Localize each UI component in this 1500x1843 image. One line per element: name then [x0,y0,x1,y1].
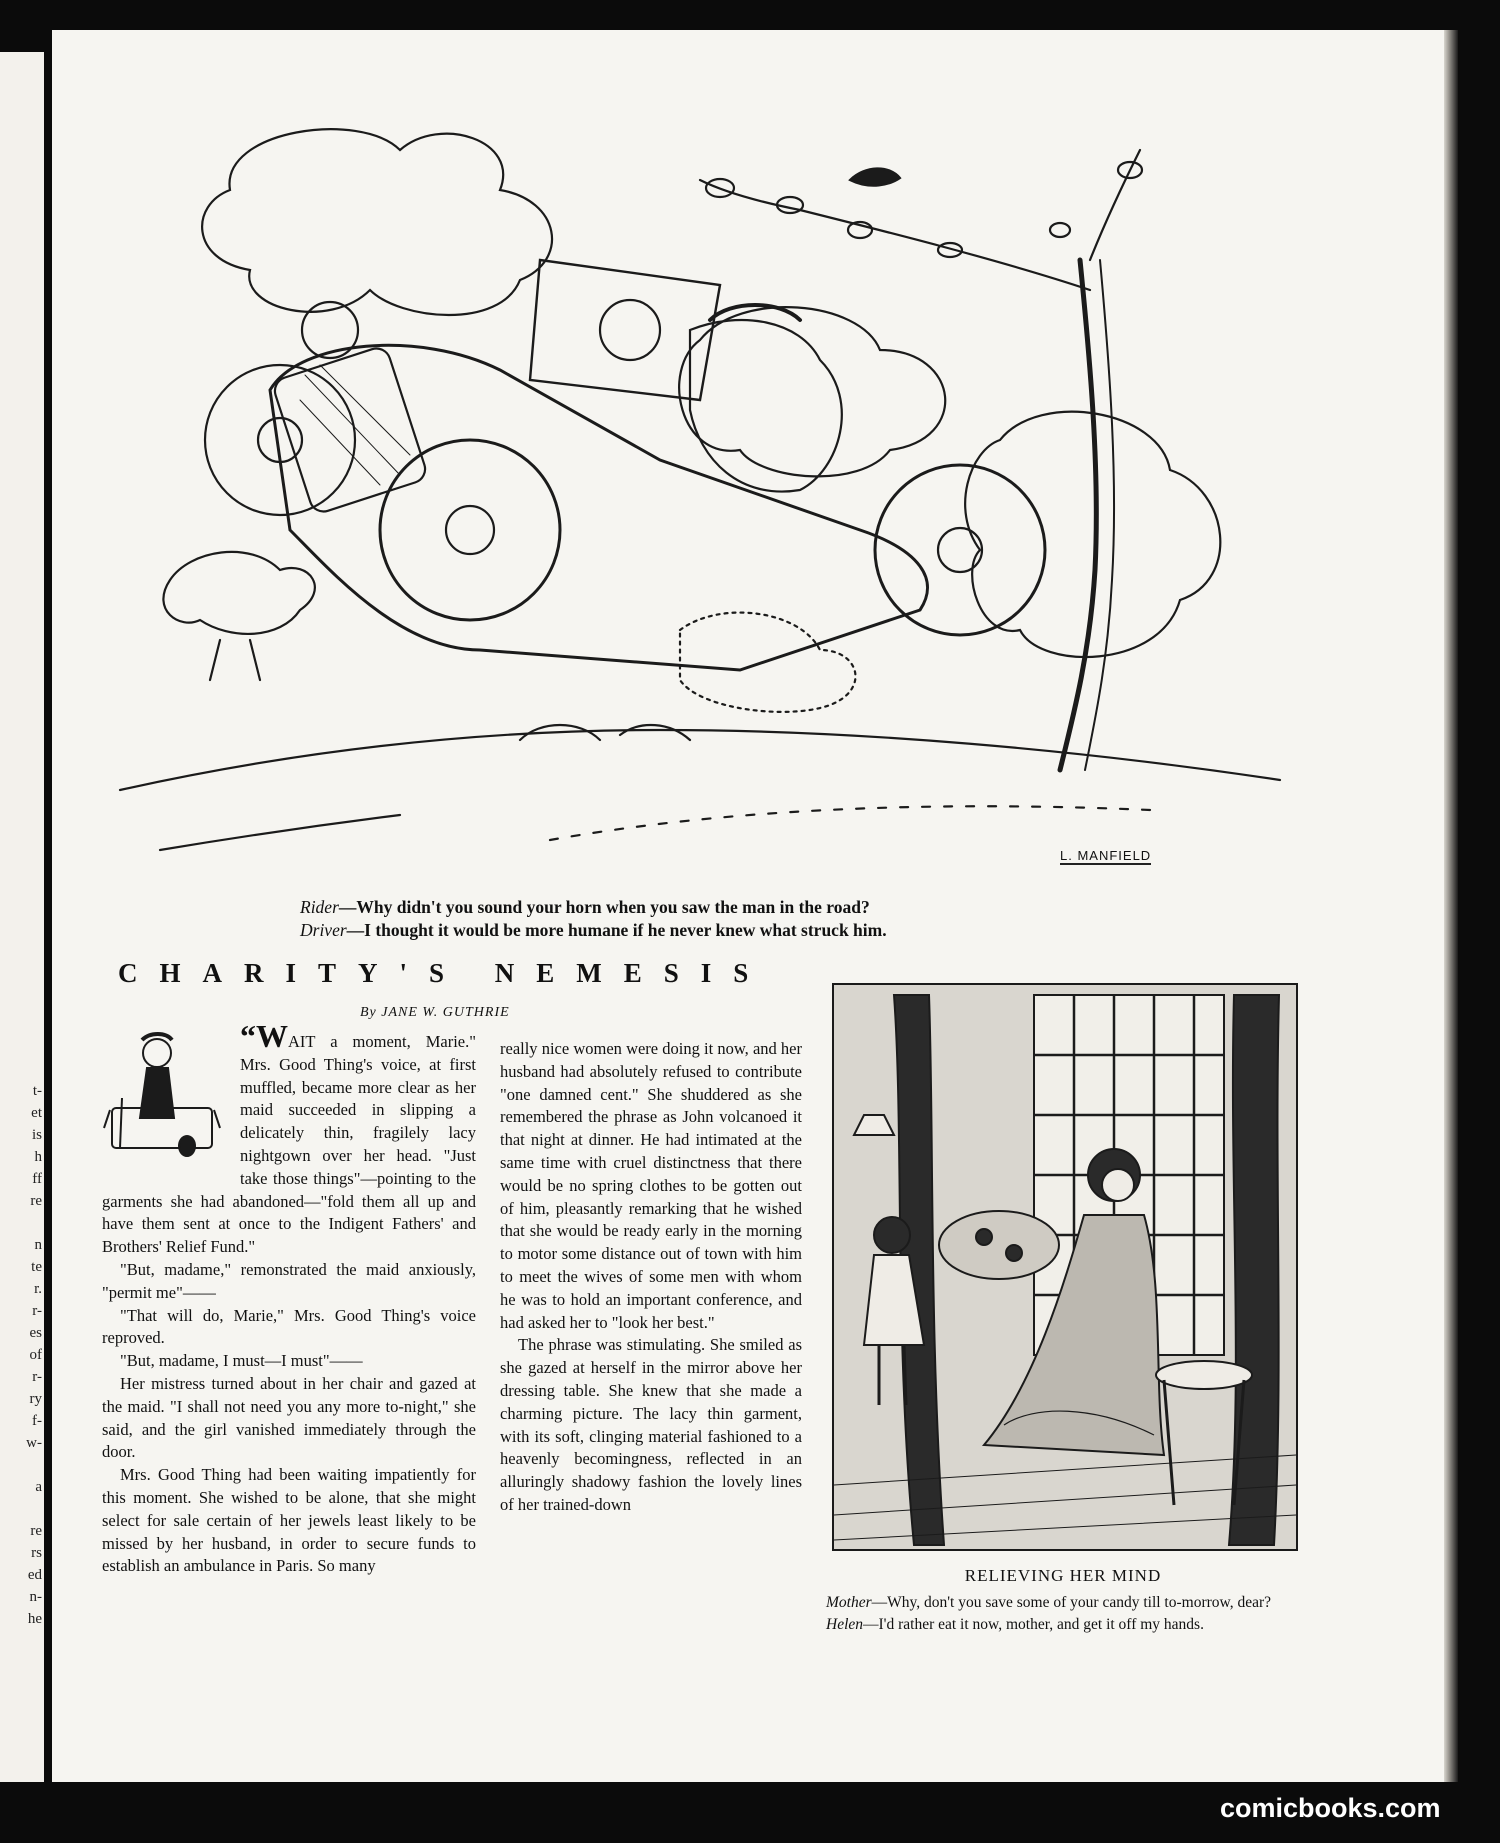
facing-page-fragment: r- [32,1303,42,1319]
caption-text: I'd rather eat it now, mother, and get it off my hands. [878,1616,1204,1633]
caption-line-helen: Helen—I'd rather eat it now, mother, and get it off my hands. [826,1616,1204,1633]
scan-border-right [1458,0,1500,1843]
cloud-left [202,129,552,315]
illustration-title: RELIEVING HER MIND [964,1566,1162,1585]
paragraph: Her mistress turned about in her chair and gazed at the maid. "I shall not need you any more to-night," she said, and the girl vanished immediately through the door. [102,1373,476,1462]
facing-page-fragment: is [31,1127,42,1143]
page-edge-shadow [1444,30,1458,1782]
chicken [163,552,314,634]
article-byline: By JANE W. GUTHRIE [360,1005,510,1020]
grille-mesh [300,365,410,485]
car-grille [271,345,428,515]
tree-branch [700,180,1090,290]
illustration-caption [826,1592,1296,1636]
article-column-1 [102,1018,476,1578]
paragraph: Mrs. Good Thing had been waiting impatiently for this moment. She wished to be alone, that she might select for sale certain of her jewels least likely to be missed by her husband, in order to secure funds to establish an ambulance in Paris. So many [102,1465,476,1576]
caption-speaker: Mother [826,1594,872,1611]
mother-daughter-illustration [832,983,1298,1551]
cartoon-caption [300,896,1160,942]
paragraph: "But, madame, I must—I must"—— [120,1351,363,1371]
car-cartoon-illustration [100,110,1300,900]
facing-page-fragment: n- [29,1589,42,1605]
facing-page-fragment: es [29,1325,42,1341]
caption-text: I thought it would be more humane if he never knew what struck him. [364,920,887,940]
paragraph: "That will do, Marie," Mrs. Good Thing's voice reproved. [102,1305,476,1348]
chicken-legs [210,640,260,680]
facing-page-fragment: re [30,1193,42,1209]
paragraph: really nice women were doing it now, and her husband had absolutely refused to contribute "one damned cent." She shuddered as she remembered the phrase as John volcanoed it that night at dinner. He had intimated at the same time with cruel distinctness that there would be no spring clothes to be gotten out of him, pleasantly remarking that he wished that she would be ready early in the morning to motor some distance out of town with him to meet the wives of some men with whom he was to hold an important conference, and had asked her to "look her best." [500,1039,802,1332]
road-line [160,815,400,850]
girl-hair [874,1217,910,1253]
caption-speaker: Driver [300,920,347,940]
hub [938,528,982,572]
facing-page-fragment: r- [32,1369,42,1385]
facing-page-fragment: te [31,1259,42,1275]
caption-line-driver: Driver—I thought it would be more humane if he never knew what struck him. [300,920,887,940]
facing-page-fragment: of [29,1347,42,1363]
leaf [1050,223,1070,237]
facing-page-fragment: ed [27,1567,42,1583]
cloud-center [679,307,945,476]
grass-tufts [550,806,1150,840]
drop-cap-quote: “ [240,1018,256,1054]
crow [850,168,900,185]
facing-page-fragment: re [30,1523,42,1539]
road-edge [120,730,1280,790]
facing-page-fragment: ry [29,1391,42,1407]
facing-page-fragment: ff [32,1171,42,1187]
caption-text: Why, don't you save some of your candy till to-morrow, dear? [887,1594,1272,1611]
facing-page-fragment: t- [32,1083,42,1099]
rider-figure [690,320,842,492]
tree-branch-top [1090,150,1140,260]
caption-speaker: Rider [300,897,339,917]
drop-cap: W [256,1018,288,1054]
artist-signature: L. MANFIELD [1060,848,1152,863]
paragraph: The phrase was stimulating. She smiled as she gazed at herself in the mirror above her dressing table. She knew that she made a charming picture. The lacy thin garment, with its soft, clinging material fashioned to a heavenly becomingness, reflected in an alluringly shadowy fashion the lovely lines of her trained-down [500,1335,802,1514]
caption-line-rider: Rider—Why didn't you sound your horn when you saw the man in the road? [300,897,870,917]
paragraph: "But, madame," remonstrated the maid anxiously, "permit me"—— [102,1259,476,1302]
woman-face [1102,1169,1134,1201]
driver-head [600,300,660,360]
car-body [270,345,928,670]
hub [446,506,494,554]
caption-line-mother: Mother—Why, don't you save some of your candy till to-morrow, dear? [826,1594,1272,1611]
facing-page-fragment: a [35,1479,42,1495]
facing-page-fragment: w- [26,1435,42,1451]
facing-page-fragment: n [34,1237,42,1253]
facing-page-fragment: r. [34,1281,42,1297]
facing-page-fragment: f- [32,1413,42,1429]
facing-page-fragment: et [31,1105,42,1121]
facing-page-fragment: rs [31,1545,42,1561]
facing-page-fragment: h [34,1149,42,1165]
site-watermark: comicbooks.com [1220,1793,1441,1823]
maid-vignette-illustration [102,1028,232,1168]
facing-page-fragment: he [27,1611,42,1627]
article-column-2 [500,1038,802,1517]
front-wheel-left [205,365,355,515]
facing-page-edge [0,52,44,1782]
paragraph-text: AIT a moment, Marie." Mrs. Good Thing's voice, at first muffled, became more clear as her maid succeeded in slipping a delicately thin, fragilely lacy nightgown over her head. "Just take those things"—pointing to the garments she had abandoned—"fold them all up and have them sent at once to the Indigent Fathers' and Brothers' Relief Fund." [102,1032,476,1257]
cushion-pattern [976,1229,992,1245]
side-table [1156,1361,1252,1389]
caption-speaker: Helen [826,1616,864,1633]
front-wheel [380,440,560,620]
cushion [939,1211,1059,1279]
caption-text: Why didn't you sound your horn when you saw the man in the road? [356,897,870,917]
article-title: CHARITY'S NEMESIS [118,958,771,988]
cushion-pattern [1006,1245,1022,1261]
tree-trunk [1060,260,1096,770]
